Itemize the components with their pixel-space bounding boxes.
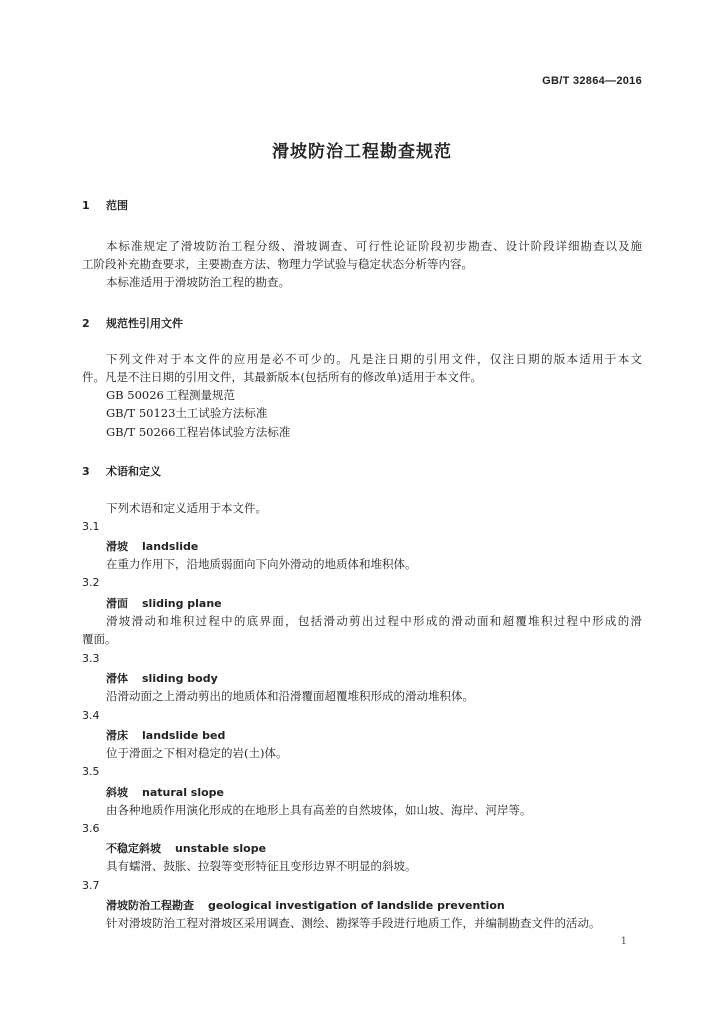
term-heading: 滑坡 landslide <box>106 540 199 553</box>
term-number: 3.6 <box>82 822 100 835</box>
page-number: 1 <box>620 936 627 947</box>
paragraph-line: 工阶段补充勘查要求，主要勘查方法、物理力学试验与稳定状态分析等内容。 <box>82 257 473 271</box>
term-number: 3.4 <box>82 709 100 722</box>
term-definition: 针对滑坡防治工程对滑坡区采用调查、测绘、勘探等手段进行地质工作，并编制勘查文件的活动。 <box>106 916 601 930</box>
term-heading: 不稳定斜坡 unstable slope <box>106 842 267 855</box>
term-number: 3.3 <box>82 652 100 665</box>
paragraph-line: 下列文件对于本文件的应用是必不可少的。凡是注日期的引用文件，仅注日期的版本适用于本文 <box>106 352 642 366</box>
reference-item: GB/T 50266工程岩体试验方法标准 <box>106 425 291 439</box>
term-definition: 沿滑动面之上滑动剪出的地质体和沿滑覆面超覆堆积形成的滑动堆积体。 <box>106 689 474 703</box>
term-number: 3.5 <box>82 765 100 778</box>
term-number: 3.7 <box>82 879 100 892</box>
paragraph-line: 本标准适用于滑坡防治工程的勘查。 <box>106 275 290 289</box>
term-definition: 具有蠕滑、鼓胀、拉裂等变形特征且变形边界不明显的斜坡。 <box>106 859 417 873</box>
term-definition: 在重力作用下，沿地质弱面向下向外滑动的地质体和堆积体。 <box>106 557 417 571</box>
term-definition: 滑坡滑动和堆积过程中的底界面，包括滑动剪出过程中形成的滑动面和超覆堆积过程中形成的滑 <box>106 614 642 628</box>
term-number: 3.1 <box>82 520 100 533</box>
term-definition: 覆面。 <box>82 632 117 646</box>
term-heading: 滑床 landslide bed <box>106 729 226 742</box>
paragraph-line: 本标准规定了滑坡防治工程分级、滑坡调查、可行性论证阶段初步勘查、设计阶段详细勘查以及施 <box>106 239 642 253</box>
reference-item: GB 50026 工程测量规范 <box>106 388 235 402</box>
term-definition: 位于滑面之下相对稳定的岩(土)体。 <box>106 746 288 760</box>
paragraph-line: 件。凡是不注日期的引用文件，其最新版本(包括所有的修改单)适用于本文件。 <box>82 370 482 384</box>
page-title: 滑坡防治工程勘查规范 <box>272 142 452 162</box>
term-heading: 斜坡 natural slope <box>106 786 225 799</box>
term-definition: 由各种地质作用演化形成的在地形上具有高差的自然坡体，如山坡、海岸、河岸等。 <box>106 803 532 817</box>
section-heading: 1 范围 <box>82 199 128 212</box>
term-heading: 滑坡防治工程勘查 geological investigation of landslide prevention <box>106 899 505 912</box>
reference-item: GB/T 50123土工试验方法标准 <box>106 406 268 420</box>
term-number: 3.2 <box>82 576 100 589</box>
term-heading: 滑面 sliding plane <box>106 597 222 610</box>
section-heading: 3 术语和定义 <box>82 465 161 478</box>
standard-code: GB/T 32864—2016 <box>542 75 642 87</box>
term-heading: 滑体 sliding body <box>106 672 218 685</box>
section-heading: 2 规范性引用文件 <box>82 317 183 330</box>
paragraph-line: 下列术语和定义适用于本文件。 <box>106 501 267 515</box>
